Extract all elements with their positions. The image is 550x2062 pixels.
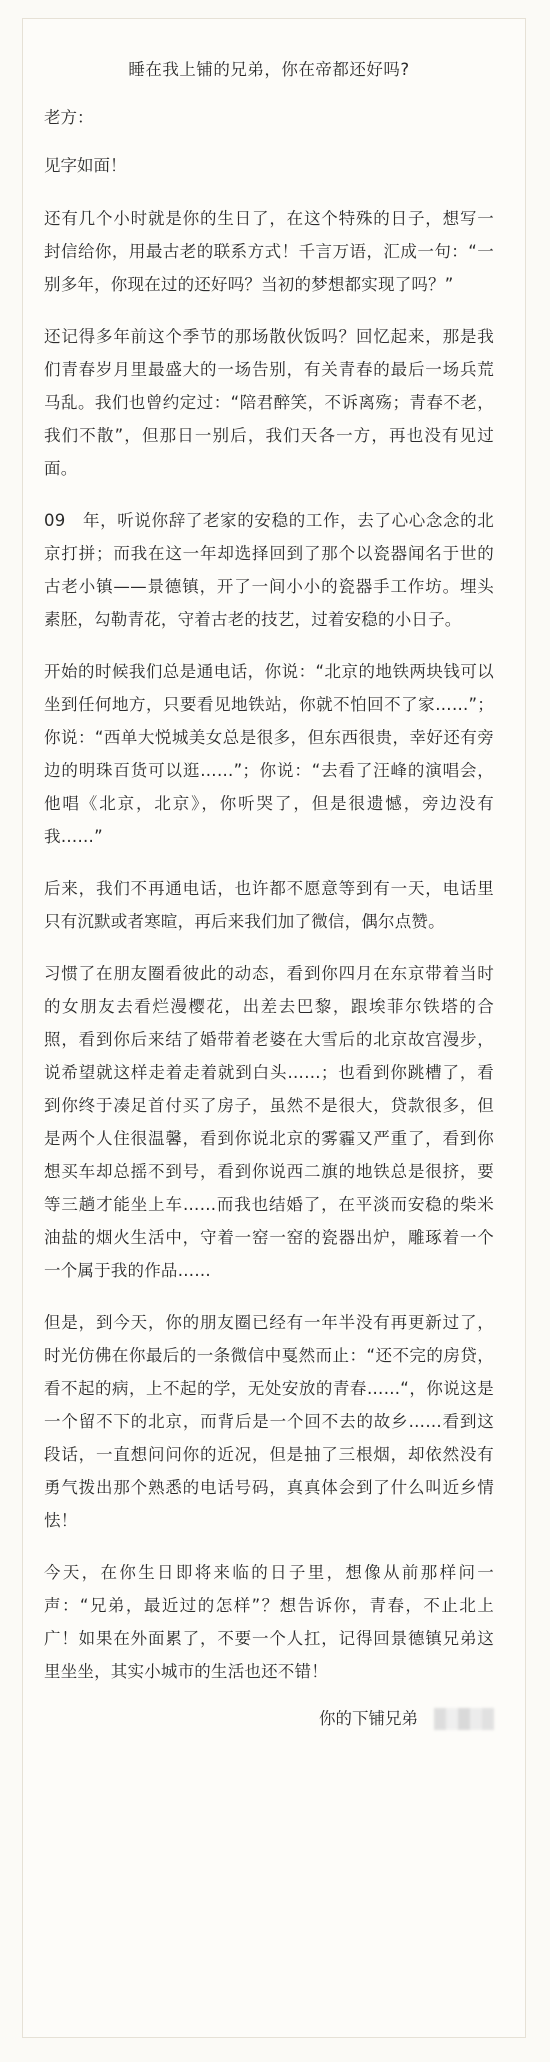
paragraph-1: 还有几个小时就是你的生日了，在这个特殊的日子，想写一封信给你，用最古老的联系方式！千言万语，汇成一句：“一别多年，你现在过的还好吗？当初的梦想都实现了吗？” bbox=[44, 209, 494, 294]
letter-title: 睡在我上铺的兄弟，你在帝都还好吗? bbox=[128, 60, 410, 79]
signature-block bbox=[44, 1707, 494, 1731]
salutation: 老方： bbox=[44, 108, 94, 127]
paragraph-4: 开始的时候我们总是通电话，你说：“北京的地铁两块钱可以坐到任何地方，只要看见地铁站，你就不怕回不了家……”；你说：“西单大悦城美女总是很多，但东西很贵，幸好还有旁边的明珠百货可以逛……”；你说：“去看了汪峰的演唱会，他唱《北京，北京》，你听哭了，但是很遗憾，旁边没有我……” bbox=[44, 662, 494, 846]
blurred-name bbox=[434, 1708, 494, 1730]
signature-text: 你的下铺兄弟 bbox=[319, 1709, 418, 1728]
paragraph-2: 还记得多年前这个季节的那场散伙饭吗？回忆起来，那是我们青春岁月里最盛大的一场告别，有关青春的最后一场兵荒马乱。我们也曾约定过：“陪君醉笑，不诉离殇；青春不老，我们不散”，但那日一别后，我们天各一方，再也没有见过面。 bbox=[44, 327, 494, 478]
paragraph-6: 习惯了在朋友圈看彼此的动态，看到你四月在东京带着当时的女朋友去看烂漫樱花，出差去巴黎，跟埃菲尔铁塔的合照，看到你后来结了婚带着老婆在大雪后的北京故宫漫步，说希望就这样走着走着就到白头……；也看到你跳槽了，看到你终于凑足首付买了房子，虽然不是很大，贷款很多，但是两个人住很温馨，看到你说北京的雾霾又严重了，看到你想买车却总摇不到号，看到你说西二旗的地铁总是很挤，要等三趟才能坐上车……而我也结婚了，在平淡而安稳的柴米油盐的烟火生活中，守着一窑一窑的瓷器出炉，雕琢着一个一个属于我的作品…… bbox=[44, 964, 494, 1280]
letter-body bbox=[44, 58, 494, 1731]
greeting: 见字如面！ bbox=[44, 156, 127, 175]
paragraph-8: 今天，在你生日即将来临的日子里，想像从前那样问一声：“兄弟，最近过的怎样”？想告诉你，青春，不止北上广！如果在外面累了，不要一个人扛，记得回景德镇兄弟这里坐坐，其实小城市的生活也还不错！ bbox=[44, 1563, 494, 1681]
paragraph-5: 后来，我们不再通电话，也许都不愿意等到有一天，电话里只有沉默或者寒暄，再后来我们加了微信，偶尔点赞。 bbox=[44, 879, 494, 931]
paragraph-3: 09 年，听说你辞了老家的安稳的工作，去了心心念念的北京打拼；而我在这一年却选择回到了那个以瓷器闻名于世的古老小镇——景德镇，开了一间小小的瓷器手工作坊。埋头素胚，勾勒青花，守着古老的技艺，过着安稳的小日子。 bbox=[44, 511, 494, 629]
paragraph-7: 但是，到今天，你的朋友圈已经有一年半没有再更新过了，时光仿佛在你最后的一条微信中戛然而止：“还不完的房贷，看不起的病，上不起的学，无处安放的青春……“，你说这是一个留不下的北京，而背后是一个回不去的故乡……看到这段话，一直想问问你的近况，但是抽了三根烟，却依然没有勇气拨出那个熟悉的电话号码，真真体会到了什么叫近乡情怯！ bbox=[44, 1313, 494, 1530]
